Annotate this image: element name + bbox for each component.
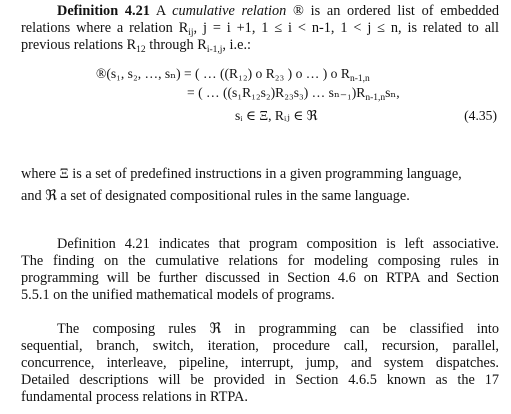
para2-line-2: sequential, branch, switch, iteration, procedure call, recursion, parallel, (21, 338, 499, 354)
para2-line-4: Detailed descriptions will be provided in Section 4.6.5 known as the 17 (21, 372, 499, 388)
para1-line-3: programming will be further discussed in Section 4.6 on RTPA and Section (21, 270, 499, 286)
subscript: 12 (136, 45, 146, 55)
where-line-1: where Ξ is a set of predefined instructions in a given programming language, (21, 166, 462, 182)
subscript: n-1,n (349, 74, 370, 84)
definition-line-1: Definition 4.21 A cumulative relation ® is an ordered list of embedded (57, 3, 499, 19)
definition-text: is an ordered list of embedded (310, 3, 499, 19)
definition-label: Definition 4.21 (57, 3, 150, 19)
definition-text: relations where a relation R (21, 20, 189, 36)
equation-expansion: = ( … ((s₁R₁₂s₂)R₂₃s₃) … sₙ₋₁)R (187, 85, 366, 100)
equation-line-3 (235, 107, 318, 124)
definition-condition: , j = i +1, 1 ≤ i < n-1, 1 < j ≤ n, is related to all (193, 20, 499, 36)
equation-line-2 (187, 84, 400, 101)
para1-line-1: Definition 4.21 indicates that program composition is left associative. (57, 236, 499, 252)
definition-text: previous relations R (21, 37, 137, 53)
equation-number: (4.35) (464, 108, 497, 123)
definition-text: , i.e.: (222, 37, 251, 53)
definition-line-3 (21, 37, 499, 54)
definition-text: through R (145, 37, 207, 53)
para1-line-4: 5.5.1 on the unified mathematical models of programs. (21, 287, 335, 303)
equation-line-1 (96, 65, 370, 82)
equation-domain: sᵢ ∈ Ξ, Rᵢⱼ ∈ ℜ (235, 108, 318, 123)
subscript: n-1,n (365, 93, 386, 103)
para2-line-5: fundamental process relations in RTPA. (21, 389, 248, 405)
para2-line-3: concurrence, interleave, pipeline, interrupt, jump, and system dispatches. (21, 355, 499, 371)
para1-line-2: The finding on the cumulative relations for modeling composing rules in (21, 253, 499, 269)
cumulative-relation-symbol: ® (293, 3, 304, 19)
where-line-2: and ℜ a set of designated compositional rules in the same language. (21, 188, 410, 204)
subscript: ij (188, 28, 194, 38)
definition-term: cumulative relation (172, 3, 287, 19)
definition-line-2 (21, 20, 499, 37)
subscript: i-1,j (206, 45, 223, 55)
equation-lhs: ®(s₁, s₂, …, sₙ) = ( … ((R₁₂) ο R₂₃ ) ο … ) ο R (96, 66, 350, 81)
para2-line-1: The composing rules ℜ in programming can be classified into (57, 321, 499, 337)
equation-tail: sₙ, (385, 85, 400, 100)
